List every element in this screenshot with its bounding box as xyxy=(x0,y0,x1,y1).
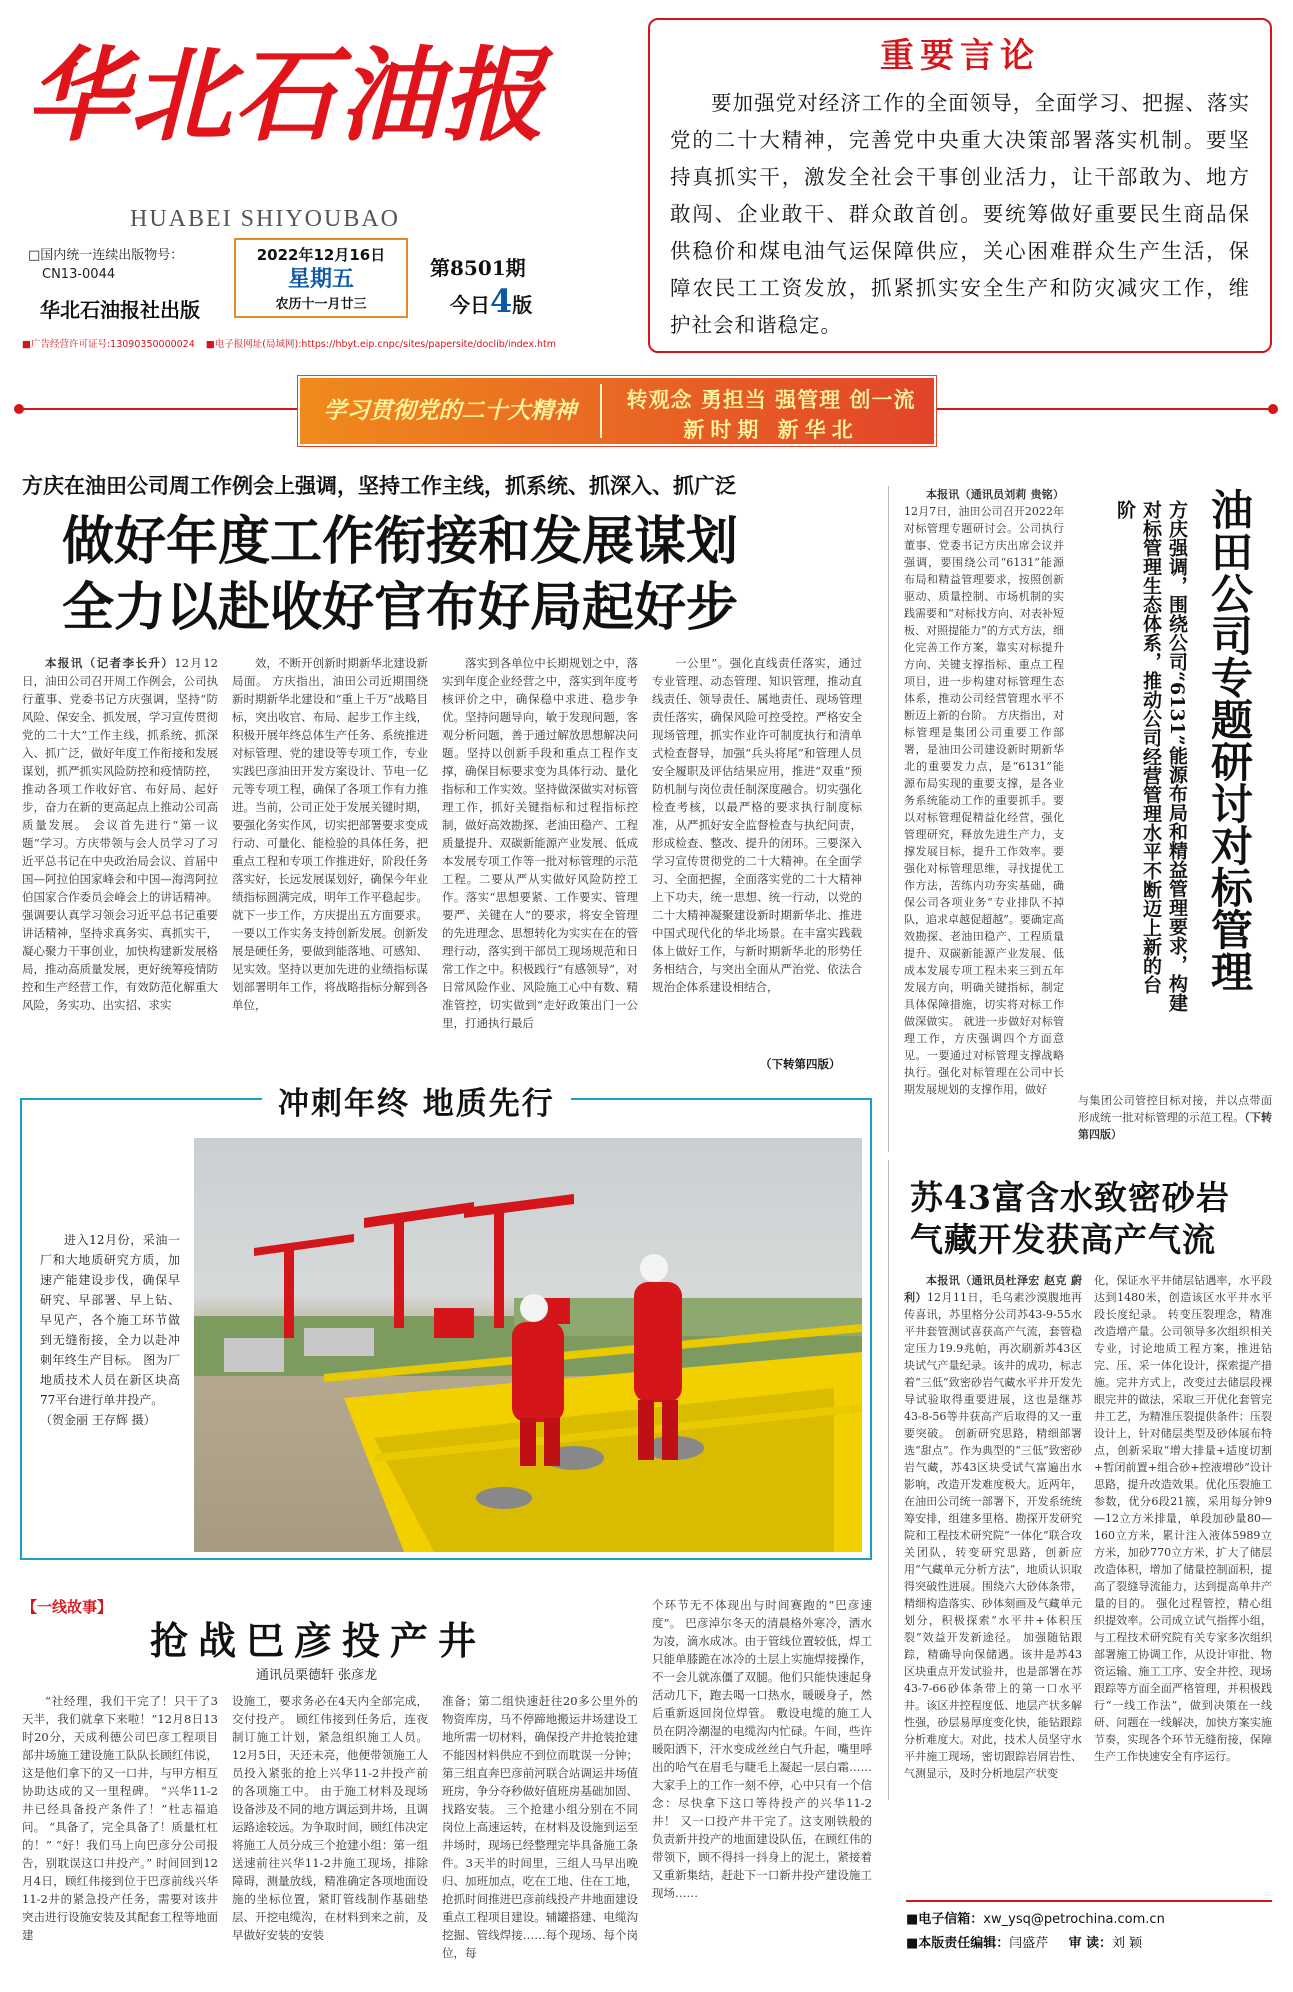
right-story-continued[interactable]: （下转第四版） xyxy=(1078,1111,1273,1141)
gas-column-1 xyxy=(904,1272,1082,1884)
right-story-headline: 油田公司专题研讨对标管理 xyxy=(1205,488,1254,992)
gas-column-2 xyxy=(1094,1272,1272,1884)
gas-headline-2: 气藏开发获高产气流 xyxy=(910,1220,1216,1259)
epaper-url[interactable]: ■电子报网址(局域网):https://hbyt.eip.cnpc/sites/papersite/doclib/index.htm xyxy=(205,339,557,350)
date-box xyxy=(234,238,408,318)
lead-column-3 xyxy=(442,654,638,1076)
lead-text-3: 落实到各单位中长期规划之中，落实到年度企业经营之中，落实到年度考核评价之中，确保稳中求进、稳步争优。坚持问题导向，敏于发现问题，客观分析问题，善于通过解放思想解决问题。坚持以创新手段和重点工程作支撑，确保目标要求变为具体行动、量化指标和工作实效。坚持做深做实对标管理工作，抓好关键指标和过程指标控制，做好高效勘探、老油田稳产、工程质量提升、双碳新能源产业发展、低成本发展专项工作等一批对标管理的示范工程。二要从严从实做好风险防控工作。落实“思想要紧、工作要实、管理要严、关键在人”的要求，将安全管理的先进理念、思想转化为实实在在的管理行动，落实到干部员工现场规范和日常工作之中。积极践行“有感领导”，对日常风险作业、风险施工心中有数、精准管控，切实做到“走好政策出门一公里，打通执行最后 xyxy=(442,656,638,1030)
email-address[interactable]: xw_ysq@petrochina.com.cn xyxy=(983,1912,1165,1927)
photo-illustration xyxy=(194,1138,862,1552)
oilfield-photo xyxy=(194,1138,862,1552)
editorial-box xyxy=(648,18,1272,353)
pages-today: 今日4版 xyxy=(450,282,533,320)
photo-frame xyxy=(20,1086,872,1560)
editor-name: 闫盛芹 xyxy=(1009,1936,1049,1951)
divider-dot-left xyxy=(14,404,24,414)
lead-text-2: 效，不断开创新时期新华北建设新局面。 方庆指出，油田公司近期围绕新时期新华北建设和“重上千万”战略目标，突出收官、布局、起步工作主线，积极开展年终总体生产任务、系统推进对标管理、党的建设等专项工作，专业实践巴彦油田开发方案设计、节电一亿元等专项工程，确保了各项工作有力推进。当前，公司正处于发展关键时期，要强化务实作风，切实把部署要求变成行动、可量化、能检验的具体任务，把重点工程和专项工作推进好，阶段任务落实好，长远发展谋划好，确保今年业绩指标圆满完成，明年工作平稳起步。 就下一步工作，方庆提出五方面要求。一要以工作实务支持创新发展。创新发展是硬任务，要做到能落地、可感知、见实效。坚持以更加先进的业绩指标谋划部署明年工作，将战略指标分解到各单位， xyxy=(232,656,428,1012)
right-story-column xyxy=(904,486,1064,1146)
frontline-column-2 xyxy=(232,1692,428,1982)
frontline-authors: 通讯员栗德轩 张彦龙 xyxy=(256,1668,378,1683)
photo-headline: 冲刺年终 地质先行 xyxy=(262,1078,571,1123)
masthead xyxy=(20,16,557,350)
lead-text-1: 12月12日，油田公司召开周工作例会，公司执行董事、党委书记方庆强调，坚持“防风险、保安全、抓发展，学习宣传贯彻党的二十大”工作主线，抓系统、抓深入、抓广泛，做好年度工作衔接和发展谋划，抓严抓实风险防控和疫情防控，推动各项工作收好官、布好局、起好步，奋力在新的更高起点上推动公司高质量发展。 会议首先进行“第一议题”学习。方庆带领与会人员学习了习近平总书记在中央政治局会议、首届中国—阿拉伯国家峰会和中国—海湾阿拉伯国家合作委员会峰会上的讲话精神。强调要认真学习领会习近平总书记重要讲话精神，坚持求真务实、真抓实干，凝心聚力干事创业，加快构建新发展格局，推动高质量发展，更好统筹疫情防控和生产经营工作，有效防范化解重大风险，务实功、出实招、求实 xyxy=(22,656,218,1012)
lead-column-1 xyxy=(22,654,218,1076)
right-story-text: 12月7日，油田公司召开2022年对标管理专题研讨会。公司执行董事、党委书记方庆出席会议并强调，要围绕公司“6131”能源布局和精益管理要求，按照创新驱动、质量控制、市场机制的实践需要和“对标找方向、对表补短板、对照提能力”的方式方法，细化完善工作方案，靠实对标提升方向、关键支撑指标、重点工程项目，进一步构建对标管理生态体系，推动公司经营管理水平不断迈上新的台阶。 方庆指出，对标管理是集团公司重要工作部署，是油田公司建设新时期新华北的重要发力点，是“6131”能源布局实现的重要支撑，是各业务系统能动工作的重要抓手。要以对标管理促精益化经营，强化管理研究，释放先进生产力，支撑发展目标，提升工作效率。要强化对标管理思维，寻找提优工作方法，苦练内功夯实基础，确保公司各项业务“专业排队不掉队，追求卓越促超越”。要确定高效勘探、老油田稳产、工程质量提升、双碳新能源产业发展、低成本发展专项工程未来三到五年发展方向，明确关键指标，制定具体保障措施，切实将对标工作做深做实。 就进一步做好对标管理工作，方庆强调四个方面意见。一要通过对标管理支撑战略执行。强化对标管理在公司中长期发展规划的支撑作用，做好 xyxy=(904,505,1064,1096)
photo-caption xyxy=(40,1230,180,1430)
publisher: 华北石油报社出版 xyxy=(40,298,200,322)
frontline-text-4: 个环节无不体现出与时间赛跑的“巴彦速度”。 巴彦淖尔冬天的清晨格外寒冷，洒水为凌，滴水成冰。由于管线位置较低，焊工只能单膝跪在冰冷的土层上实施焊接操作，不一会儿就冻僵了双腿。他们只能快速起身活动几下，跑去喝一口热水，暖暖身子，然后重新返回岗位焊管。 敷设电缆的施工人员在阴冷潮湿的电缆沟内忙碌。午间，些许暖阳洒下，汗水变成丝丝白气升起，嘴里呼出的哈气在眉毛与睫毛上凝起一层白霜……大家手上的工作一刻不停，心中只有一个信念：尽快拿下这口等待投产的兴华11-2井！ 又一口投产井干完了。这支刚铁般的负责新井投产的地面建设队伍，在顾红伟的带领下，顾不得抖一抖身上的泥土，紧接着又重新集结，赶赴下一口新井投产建设施工现场…… xyxy=(652,1598,872,1900)
footer-box xyxy=(906,1900,1272,1978)
lead-column-4 xyxy=(652,654,862,1054)
footer-editor-line xyxy=(906,1932,1272,1956)
serial-label: □国内统一连续出版物号： xyxy=(28,248,184,263)
lead-column-2 xyxy=(232,654,428,1076)
right-story-byline: 本报讯（通讯员刘莉 贵铭） xyxy=(926,488,1064,501)
editorial-text: 要加强党对经济工作的全面领导，全面学习、把握、落实党的二十大精神，完善党中央重大决策部署落实机制。要坚持真抓实干，激发全社会干事创业活力，让干部敢为、地方敢闯、企业敢干、群众敢首创。要统筹做好重要民生商品保供稳价和煤电油气运保障供应，关心困难群众生产生活，保障农民工工资发放，抓紧抓实安全生产和防灾减灾工作，维护社会和谐稳定。 xyxy=(670,91,1250,337)
lead-byline: 本报讯（记者李长升） xyxy=(45,656,175,670)
weekday: 星期五 xyxy=(287,266,354,292)
right-story-tail xyxy=(1078,1092,1273,1141)
frontline-column-4 xyxy=(652,1596,872,1982)
gas-text-1: 12月11日，毛乌素沙漠腹地再传喜讯，苏里格分公司苏43-9-55水平井套管测试喜获高产气流，套管稳定压力19.9兆帕，再次刷新苏43区块试气产量纪录。该井的成功，标志着“三低”致密砂岩气藏水平井开发先导试验取得重要进展，这也是继苏43-8-56等井获高产后取得的又一重要突破。 创新研究思路，精细部署选“甜点”。作为典型的“三低”致密砂岩气藏，苏43区块受试气富遍出水影响，改造开发难度极大。近两年，在油田公司统一部署下，开发系统统筹安排，组建多里格、勘探开发研究院和工程技术研究院“一体化”联合攻关团队，转变研究思路，创新应用“气藏单元分析方法”，地质认识取得突破性进展。围绕六大砂体条带，精细构造落实、砂体刻画及气藏单元划分，积极探索“水平井+体积压裂”效益开发新途径。 加强随钻跟踪，精确导向保储遇。该井是苏43区块重点开发试验井，也是部署在苏43-7-66砂体条带上的第一口水平井。该区井控程度低、地层产状多解性强，砂层易厚度变化快，能钻跟踪分析难度大。对此，技术人员坚守水平井施工现场，密切跟踪岩屑岩性、气测显示，及时分析地层产状变 xyxy=(904,1291,1082,1780)
frontline-headline: 抢战巴彦投产井 xyxy=(150,1618,487,1663)
right-story-tail-text: 与集团公司管控目标对接，并以点带面形成统一批对标管理的示范工程。 xyxy=(1078,1094,1272,1124)
editorial-heading: 重要言论 xyxy=(880,36,1040,76)
lunar-date: 农历十一月廿三 xyxy=(275,297,367,312)
frontline-tag: 【一线故事】 xyxy=(22,1598,113,1616)
gas-text-2: 化，保证水平井储层钻遇率，水平段达到1480米，创造该区水平井水平段长度纪录。 转变压裂理念，精准改造增产量。公司领导多次组织相关专业，讨论地质工程方案，推进钻完、压、采一体化设计，探索提产措施。完井方式上，改变过去储层段裸眼完井的做法，采取三开优化套管完井工艺，为精准压裂提供条件：压裂设计上，针对储层类型及砂体展布特点，创新采取“增大排量+适度切割+暂闭前置+组合砂+控液增砂”设计思路，提升改造效果。优化压裂施工参数，优分6段21簇，采用每分钟9—12立方米排量，单段加砂量80—160立方米，累计注入液体5989立方米，加砂770立方米，扩大了储层改造体积，增加了储量控制面积，提高了裂缝导流能力，达到提高单井产量的目的。 强化过程管控，精心组织提效率。公司成立试气指挥小组，与工程技术研究院有关专家多次组织部署施工协调工作，从设计审批、物资运输、施工工序、安全井控、现场跟踪等方面全面严格管理，并积极践行“一线工作法”，做到决策在一线研、问题在一线解决，加快方案实施节奏，实现各个环节无缝衔接，保障生产工作快速安全有序运行。 xyxy=(1094,1274,1272,1763)
frontline-column-1 xyxy=(22,1692,218,1982)
issue-number: 第8501期 xyxy=(430,256,526,280)
gas-byline: 本报讯（通讯员杜泽宏 赵克 蔚利） xyxy=(904,1274,1082,1304)
divider-dot-right xyxy=(1268,404,1278,414)
frontline-column-3 xyxy=(442,1692,638,1982)
ad-license: ■广告经营许可证号:13090350000024 xyxy=(22,339,195,350)
issue-date: 2022年12月16日 xyxy=(256,246,386,264)
right-story-rule xyxy=(888,486,889,1152)
photo-caption-text: 进入12月份，采油一厂和大地质研究方质，加速产能建设步伐，确保早研究、早部署、早上钻、早见产，各个施工环节做到无缝衔接，全力以赴冲刺年终生产目标。 图为厂地质技术人员在新区块高77平台进行单井投产。 xyxy=(40,1233,180,1407)
lead-kicker: 方庆在油田公司周工作例会上强调，坚持工作主线，抓系统、抓深入、抓广泛 xyxy=(22,473,736,498)
frontline-text-2: 设施工，要求务必在4天内全部完成，交付投产。 顾红伟接到任务后，连夜制订施工计划，紧急组织施工人员。12月5日，天还未亮，他便带领施工人员投入紧张的抢上兴华11-2井投产前的各项施工中。 由于施工材料及现场设备涉及不同的地方调运到井场，且调运路途较远。为争取时间，顾红伟决定将施工人员分成三个抢建小组：第一组送速前往兴华11-2井施工现场，排除障碍，测量放线，精准确定各项地面设施的坐标位置，紧盯管线制作基础垫层、开挖电缆沟，在材料到来之前，及早做好安装的安装 xyxy=(232,1694,428,1942)
masthead-footer xyxy=(22,336,642,350)
gas-story-rule xyxy=(888,1160,889,1800)
footer-email-line xyxy=(906,1908,1272,1932)
banner-right-1: 转观念 勇担当 强管理 创一流 xyxy=(626,387,916,412)
lead-headline-2: 全力以赴收好官布好局起好步 xyxy=(62,578,739,638)
paper-pinyin: HUABEI SHIYOUBAO xyxy=(130,206,400,232)
serial-code: CN13-0044 xyxy=(42,267,116,282)
editors-label: ■本版责任编辑： xyxy=(906,1936,1010,1951)
banner-separator xyxy=(600,384,602,438)
lead-continued[interactable]: （下转第四版） xyxy=(760,1057,841,1071)
slogan-banner xyxy=(298,376,936,446)
paper-title: 华北石油报 xyxy=(26,36,546,156)
email-label: ■电子信箱： xyxy=(906,1912,984,1927)
proof-label: 审 读： xyxy=(1068,1936,1112,1951)
lead-headline-1: 做好年度工作衔接和发展谋划 xyxy=(62,512,739,572)
frontline-text-1: “社经理，我们干完了！只干了3天半，我们就拿下来啦！”12月8日13时20分，天成利德公司巴彦工程项目部井场施工建设施工队队长顾红伟说，这是他们拿下的又一口井，与甲方相互协助达成的又一里程碑。 “兴华11-2井已经具备投产条件了！”杜志福追问。 “具备了，完全具备了！质量杠杠的！” “好！我们马上向巴彦分公司报告，别耽误这口井投产。” 时间回到12月4日，顾红伟接到位于巴彦前线兴华11-2井的紧急投产任务，需要对该井突击进行设施安装及其配套工程等地面建 xyxy=(22,1694,218,1942)
frontline-text-3: 准备；第二组快速赶往20多公里外的物资库房，马不停蹄地搬运井场建设工地所需一切材料，确保投产井抢装抢建不能因材料供应不到位而耽误一分钟；第三组直奔巴彦前河联合站调运井场值班房，争分夺秒做好值班房基础加固、找路安装。 三个抢建小组分别在不同岗位上高速运转，在材料及设施到运至井场时，现场已经整理完毕具备施工条件。3天半的时间里，三组人马早出晚归、加班加点，吃在工地、住在工地，抢抓时间推进巴彦前线投产井地面建设重点工程项目建设。辅罐搭建、电缆沟挖掘、管线焊接……每个现场、每个岗位，每 xyxy=(442,1694,638,1960)
photo-credit: （贺金丽 王存辉 摄） xyxy=(40,1413,156,1427)
banner-left: 学习贯彻党的二十大精神 xyxy=(323,397,577,424)
gas-headline-1: 苏43富含水致密砂岩 xyxy=(910,1178,1230,1217)
lead-text-4: 一公里”。强化直线责任落实，通过专业管理、动态管理、知识管理，推动直线责任、领导责任、属地责任、现场管理责任落实，确保风险可控受控。严格安全现场管理，抓实作业许可制度执行和清单式检查督导，加强“兵头将尾”和管理人员安全履职及评估结果应用，推进“双重”预防机制与岗位责任制深度融合。切实强化检查考核，以最严格的要求执行制度标准，从严抓好安全监督检查与执纪问责，形成检查、整改、提升的闭环。三要深入学习宣传贯彻党的二十大精神。在全面学习、全面把握，全面落实党的二十大精神上下功夫，统一思想、统一行动，以党的二十大精神凝聚建设新时期新华北、推进中国式现代化的华北场景。在丰富实践载体上做好工作，与新时期新华北的形势任务相结合，与突出全面从严治党、依法合规治企体系建设相结合， xyxy=(652,656,862,994)
right-story-subhead: 方庆强调，围绕公司“6131”能源布局和精益管理要求，构建对标管理生态体系，推动公司经营管理水平不断迈上新的台阶 xyxy=(1114,500,1188,1012)
proofreader-name: 刘 颖 xyxy=(1111,1936,1143,1951)
banner-right-2: 新时期 新华北 xyxy=(683,417,859,442)
